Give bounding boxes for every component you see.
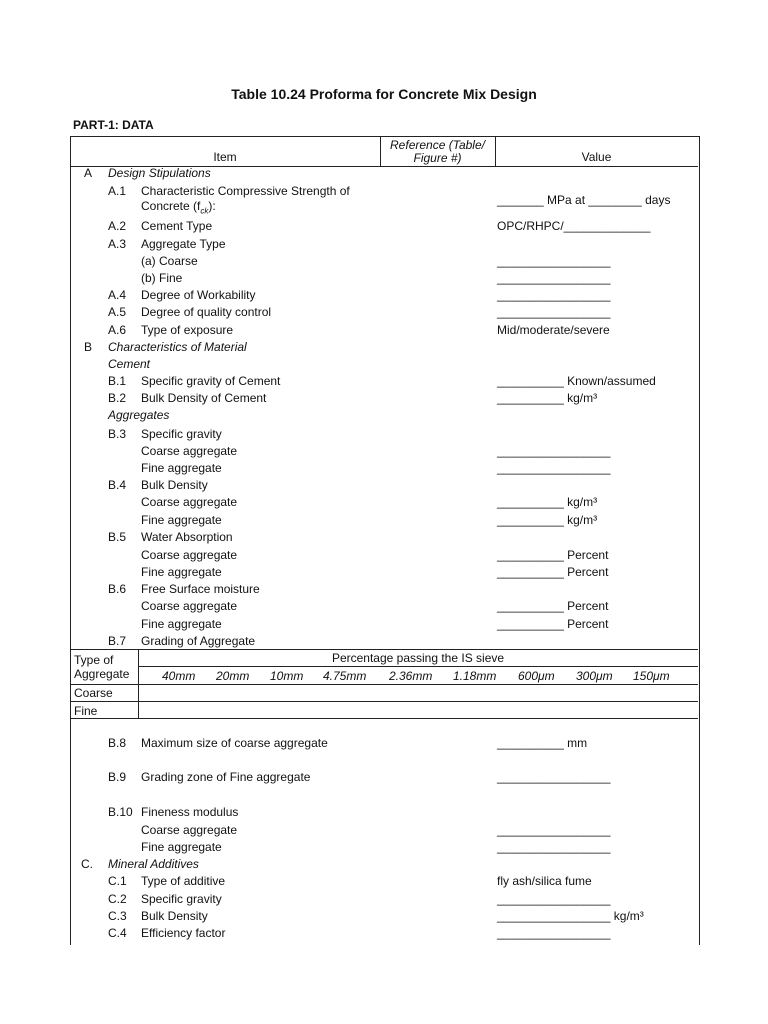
a3b-value[interactable]: _________________ <box>497 271 611 285</box>
b1-label: Specific gravity of Cement <box>141 374 281 388</box>
a1-label-line1: Characteristic Compressive Strength of <box>141 184 350 198</box>
a3a-value[interactable]: _________________ <box>497 254 611 268</box>
b3-code: B.3 <box>108 427 127 441</box>
a2-code: A.2 <box>108 219 127 233</box>
header-reference-line1: Reference (Table/ <box>390 138 485 152</box>
b3-coarse-label: Coarse aggregate <box>141 444 238 458</box>
section-a-code: A <box>84 166 93 180</box>
b10-code: B.10 <box>108 805 133 819</box>
b5-fine-label: Fine aggregate <box>141 565 222 579</box>
a5-code: A.5 <box>108 305 127 319</box>
b10-fine-label: Fine aggregate <box>141 840 222 854</box>
a3a-label: (a) Coarse <box>141 254 198 268</box>
c4-code: C.4 <box>108 926 127 940</box>
c2-value[interactable]: _________________ <box>497 892 611 906</box>
b3-fine-value[interactable]: _________________ <box>497 461 611 475</box>
aggregates-subheading: Aggregates <box>108 408 170 422</box>
grading-top-border <box>70 649 698 650</box>
sieve-1-18mm: 1.18mm <box>453 669 497 683</box>
a6-value[interactable]: Mid/moderate/severe <box>497 323 610 337</box>
b10-coarse-label: Coarse aggregate <box>141 823 238 837</box>
b1-value[interactable]: __________ Known/assumed <box>497 374 656 388</box>
a5-label: Degree of quality control <box>141 305 272 319</box>
a3-code: A.3 <box>108 237 127 251</box>
section-b-label: Characteristics of Material <box>108 340 247 354</box>
b1-code: B.1 <box>108 374 127 388</box>
section-c-label: Mineral Additives <box>108 857 199 871</box>
grading-pct-divider <box>138 666 698 667</box>
grading-type-line2: Aggregate <box>74 667 130 681</box>
page-title: Table 10.24 Proforma for Concrete Mix Design <box>231 86 537 102</box>
b4-fine-value[interactable]: __________ kg/m³ <box>497 513 598 527</box>
a4-code: A.4 <box>108 288 127 302</box>
section-b-code: B <box>84 340 93 354</box>
b4-label: Bulk Density <box>141 478 208 492</box>
b3-coarse-value[interactable]: _________________ <box>497 444 611 458</box>
a1-label-line2: Concrete $(f_{ck})$: <box>141 199 216 216</box>
b2-value[interactable]: __________ kg/m³ <box>497 391 598 405</box>
b6-coarse-value[interactable]: __________ Percent <box>497 599 609 613</box>
sieve-4-75mm: 4.75mm <box>323 669 367 683</box>
b2-label: Bulk Density of Cement <box>141 391 267 405</box>
c3-label: Bulk Density <box>141 909 208 923</box>
part-heading: PART-1: DATA <box>73 118 154 132</box>
a4-value[interactable]: _________________ <box>497 288 611 302</box>
b9-code: B.9 <box>108 770 127 784</box>
grading-header-bottom <box>70 684 698 685</box>
b2-code: B.2 <box>108 391 127 405</box>
b6-label: Free Surface moisture <box>141 582 260 596</box>
b6-fine-label: Fine aggregate <box>141 617 222 631</box>
grading-type-line1: Type of <box>74 653 114 667</box>
b10-label: Fineness modulus <box>141 805 239 819</box>
b4-code: B.4 <box>108 478 127 492</box>
grading-row-fine: Fine <box>74 704 98 718</box>
a6-code: A.6 <box>108 323 127 337</box>
b4-coarse-value[interactable]: __________ kg/m³ <box>497 495 598 509</box>
b9-value[interactable]: _________________ <box>497 770 611 784</box>
a6-label: Type of exposure <box>141 323 234 337</box>
a1-code: A.1 <box>108 184 127 198</box>
c2-label: Specific gravity <box>141 892 222 906</box>
a4-label: Degree of Workability <box>141 288 256 302</box>
b4-coarse-label: Coarse aggregate <box>141 495 238 509</box>
c4-value[interactable]: _________________ <box>497 926 611 940</box>
sieve-20mm: 20mm <box>216 669 250 683</box>
a2-value[interactable]: OPC/RHPC/_____________ <box>497 219 651 233</box>
c1-code: C.1 <box>108 874 127 888</box>
b6-coarse-label: Coarse aggregate <box>141 599 238 613</box>
section-c-code: C. <box>81 857 93 871</box>
header-value: Value <box>581 150 612 164</box>
grading-row-divider <box>70 701 698 702</box>
b5-coarse-label: Coarse aggregate <box>141 548 238 562</box>
cement-subheading: Cement <box>108 357 151 371</box>
b8-code: B.8 <box>108 736 127 750</box>
b4-fine-label: Fine aggregate <box>141 513 222 527</box>
header-item: Item <box>213 150 237 164</box>
sieve-10mm: 10mm <box>270 669 304 683</box>
header-reference-line2: Figure #) <box>413 151 462 165</box>
section-a-label: Design Stipulations <box>108 166 211 180</box>
b6-code: B.6 <box>108 582 127 596</box>
grading-bottom-border <box>70 718 698 719</box>
a3-label: Aggregate Type <box>141 237 226 251</box>
b3-label: Specific gravity <box>141 427 222 441</box>
b7-label: Grading of Aggregate <box>141 634 256 648</box>
b10-coarse-value[interactable]: _________________ <box>497 823 611 837</box>
grading-row-coarse: Coarse <box>74 686 113 700</box>
sieve-300um: 300μm <box>576 669 613 683</box>
c1-label: Type of additive <box>141 874 226 888</box>
sieve-150um: 150μm <box>633 669 670 683</box>
b5-fine-value[interactable]: __________ Percent <box>497 565 609 579</box>
sieve-40mm: 40mm <box>162 669 196 683</box>
b10-fine-value[interactable]: _________________ <box>497 840 611 854</box>
grading-pct-header: Percentage passing the IS sieve <box>331 651 505 665</box>
c4-label: Efficiency factor <box>141 926 226 940</box>
b7-code: B.7 <box>108 634 127 648</box>
c2-code: C.2 <box>108 892 127 906</box>
c3-value[interactable]: _________________ kg/m³ <box>497 909 644 923</box>
b8-value[interactable]: __________ mm <box>497 736 588 750</box>
sieve-2-36mm: 2.36mm <box>389 669 433 683</box>
b5-label: Water Absorption <box>141 530 233 544</box>
sieve-600um: 600μm <box>518 669 555 683</box>
a5-value[interactable]: _________________ <box>497 305 611 319</box>
b3-fine-label: Fine aggregate <box>141 461 222 475</box>
a1-value[interactable]: _______ MPa at ________ days <box>497 193 671 207</box>
b6-fine-value[interactable]: __________ Percent <box>497 617 609 631</box>
a3b-label: (b) Fine <box>141 271 183 285</box>
b5-coarse-value[interactable]: __________ Percent <box>497 548 609 562</box>
a2-label: Cement Type <box>141 219 213 233</box>
c3-code: C.3 <box>108 909 127 923</box>
b8-label: Maximum size of coarse aggregate <box>141 736 328 750</box>
b5-code: B.5 <box>108 530 127 544</box>
b9-label: Grading zone of Fine aggregate <box>141 770 311 784</box>
c1-value[interactable]: fly ash/silica fume <box>497 874 592 888</box>
